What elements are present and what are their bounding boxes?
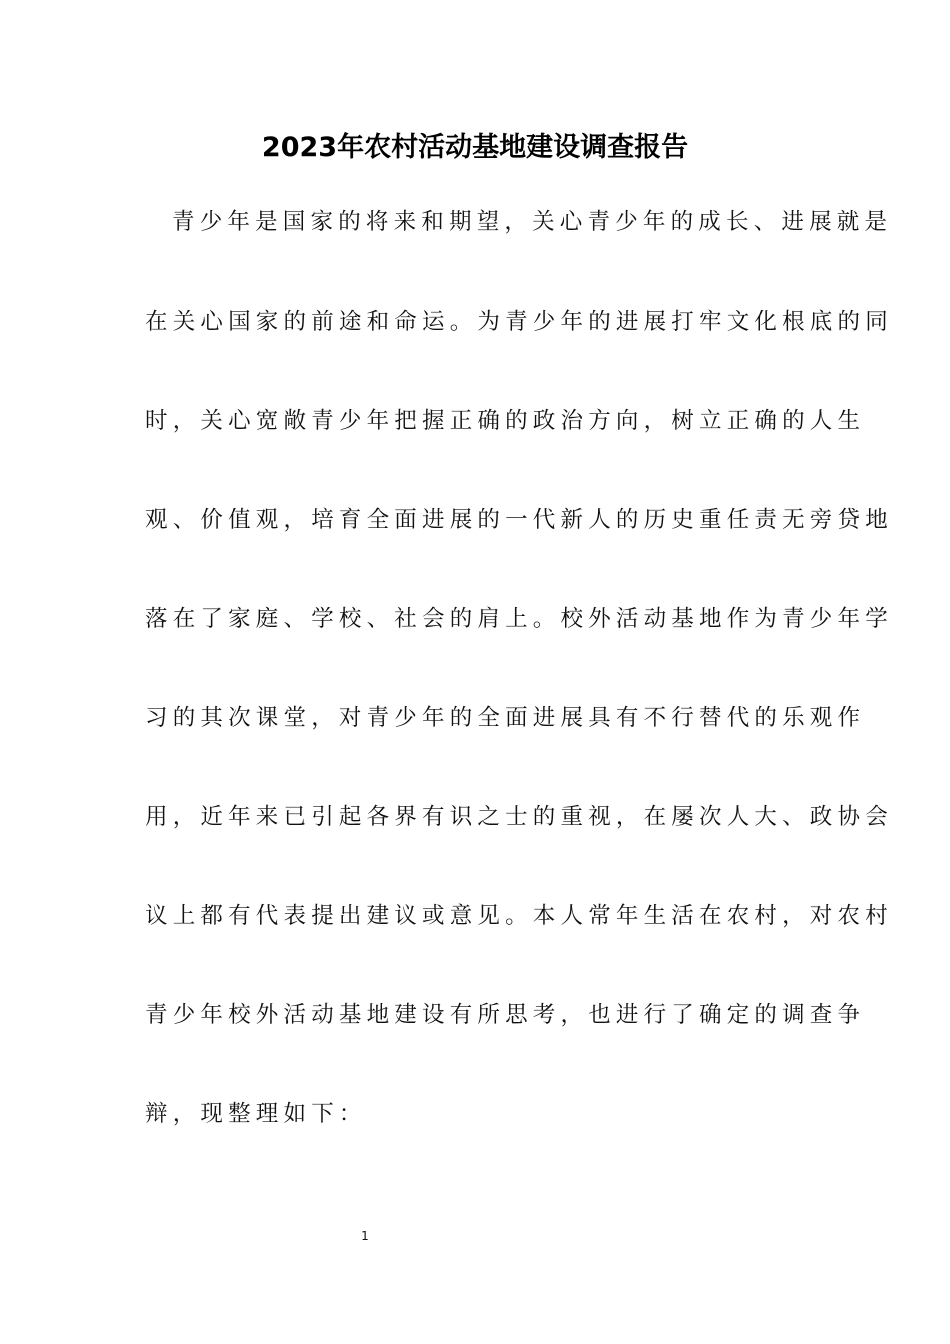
- body-text-line-5: 落在了家庭、学校、社会的肩上。校外活动基地作为青少年学: [145, 606, 893, 632]
- body-text-line-8: 议上都有代表提出建议或意见。本人常年生活在农村，对农村: [145, 903, 893, 929]
- body-text-line-3: 时，关心宽敞青少年把握正确的政治方向，树立正确的人生: [145, 408, 866, 434]
- body-text-line-6: 习的其次课堂，对青少年的全面进展具有不行替代的乐观作: [145, 705, 866, 731]
- body-text-line-9: 青少年校外活动基地建设有所思考，也进行了确定的调查争: [145, 1002, 866, 1028]
- body-text-line-4: 观、价值观，培育全面进展的一代新人的历史重任责无旁贷地: [145, 507, 893, 533]
- page-number: 1: [361, 1229, 369, 1243]
- body-text-line-1: 青少年是国家的将来和期望，关心青少年的成长、进展就是: [172, 209, 893, 235]
- body-text-line-10: 辩，现整理如下：: [145, 1101, 367, 1127]
- body-text-line-7: 用，近年来已引起各界有识之士的重视，在屡次人大、政协会: [145, 804, 893, 830]
- body-text-line-2: 在关心国家的前途和命运。为青少年的进展打牢文化根底的同: [145, 309, 893, 335]
- document-title: 2023年农村活动基地建设调查报告: [261, 132, 689, 163]
